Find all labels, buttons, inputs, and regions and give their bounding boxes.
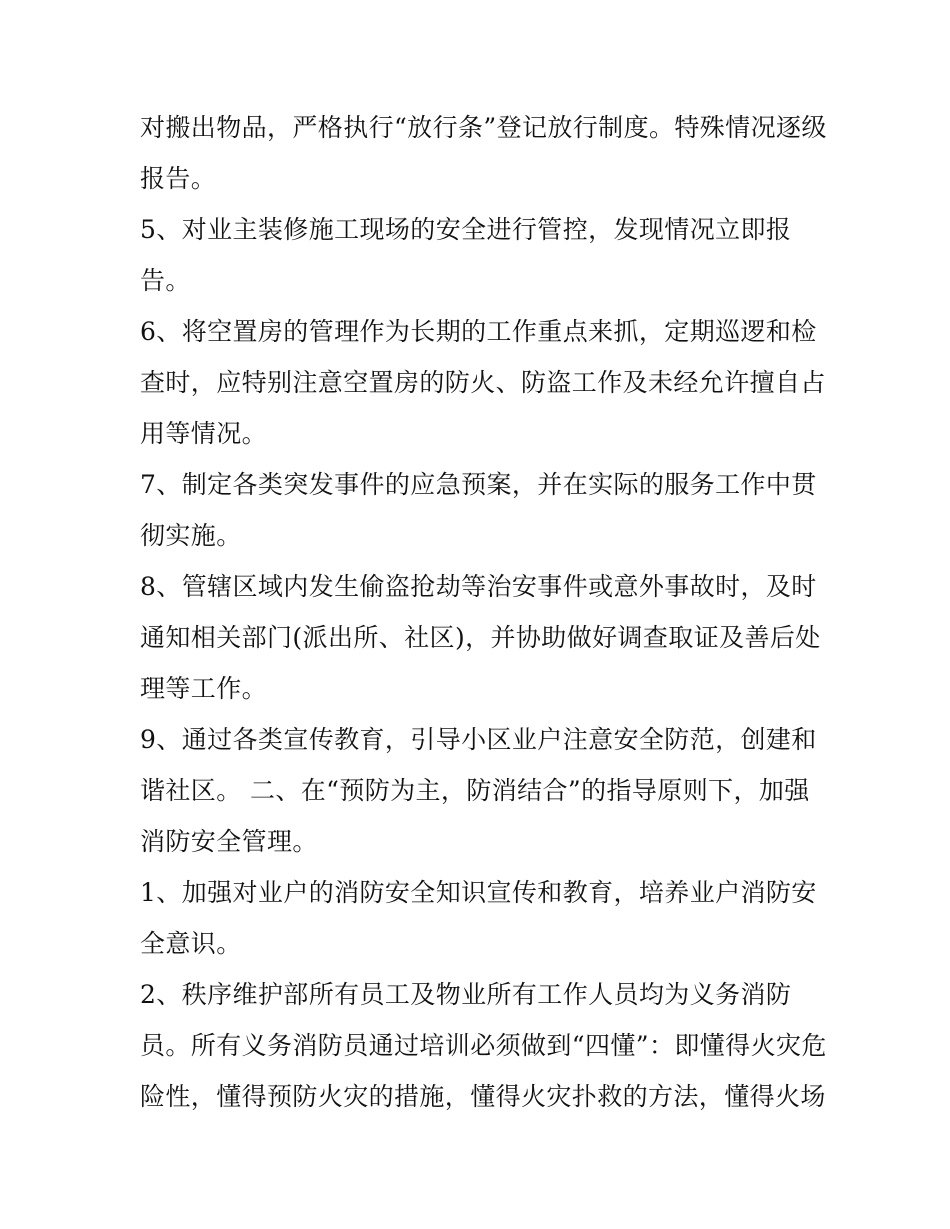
text-line: 理等工作。: [140, 674, 268, 703]
text-line: 6、将空置房的管理作为长期的工作重点来抓，定期巡逻和检: [140, 317, 817, 346]
text-line: 查时，应特别注意空置房的防火、防盗工作及未经允许擅自占: [140, 368, 826, 397]
text-line: 7、制定各类突发事件的应急预案，并在实际的服务工作中贯: [140, 470, 817, 499]
text-line: 2、秩序维护部所有员工及物业所有工作人员均为义务消防: [140, 980, 792, 1009]
text-line: 员。所有义务消防员通过培训必须做到“四懂”：即懂得火灾危: [140, 1031, 827, 1060]
text-line: 全意识。: [140, 929, 242, 958]
text-line: 5、对业主装修施工现场的安全进行管控，发现情况立即报: [140, 215, 792, 244]
text-line: 8、管辖区域内发生偷盗抢劫等治安事件或意外事故时，及时: [140, 572, 817, 601]
text-line: 报告。: [140, 164, 217, 193]
text-line: 通知相关部门(派出所、社区)，并协助做好调查取证及善后处: [140, 623, 821, 652]
text-line: 9、通过各类宣传教育，引导小区业户注意安全防范，创建和: [140, 725, 817, 754]
text-line: 告。: [140, 266, 191, 295]
text-line: 谐社区。 二、在“预防为主，防消结合”的指导原则下，加强: [140, 776, 810, 805]
text-line: 消防安全管理。: [140, 827, 318, 856]
text-line: 险性，懂得预防火灾的措施，懂得火灾扑救的方法，懂得火场: [140, 1082, 826, 1111]
text-line: 1、加强对业户的消防安全知识宣传和教育，培养业户消防安: [140, 878, 817, 907]
text-line: 彻实施。: [140, 521, 242, 550]
text-line: 对搬出物品，严格执行“放行条”登记放行制度。特殊情况逐级: [140, 113, 827, 142]
text-line: 用等情况。: [140, 419, 268, 448]
